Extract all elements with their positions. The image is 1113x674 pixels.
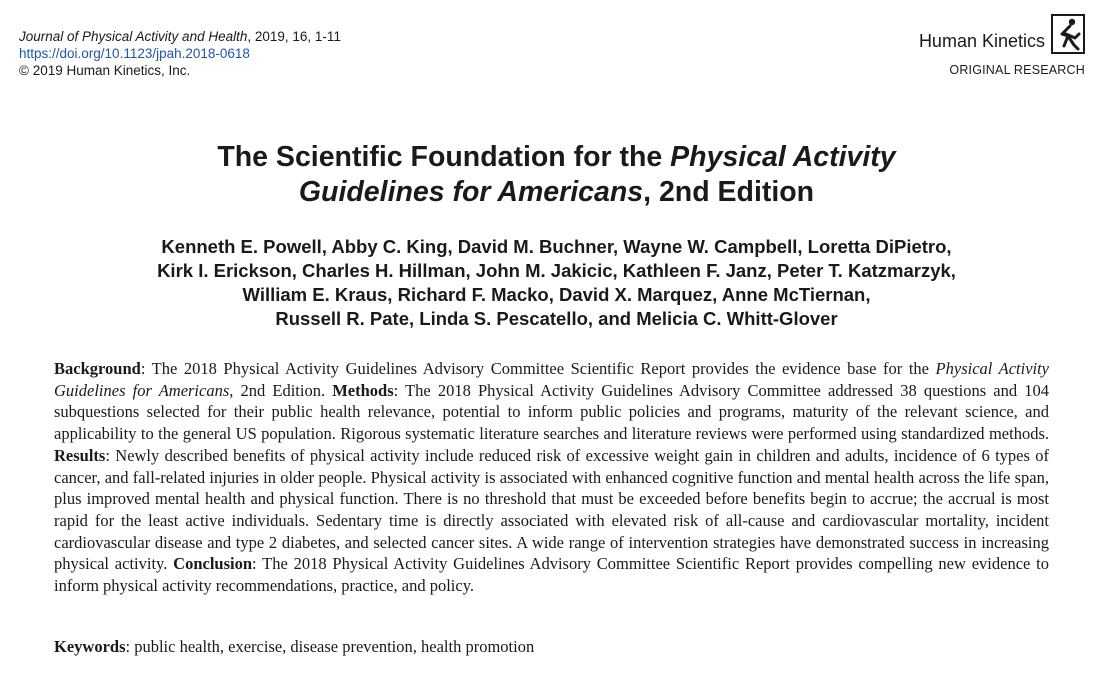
publisher-name: Human Kinetics <box>918 31 1045 51</box>
background-label: Background <box>54 359 141 378</box>
title-line-2-italic: Guidelines for Americans <box>298 176 644 208</box>
author-line: Kirk I. Erickson, Charles H. Hillman, John M. Jakicic, Kathleen F. Janz, Peter T. Katzmarzyk, <box>157 260 956 281</box>
methods-label: Methods <box>332 380 394 400</box>
keywords-text: : public health, exercise, disease prevention, health promotion <box>125 637 535 656</box>
keywords-label: Keywords <box>54 637 126 656</box>
journal-citation <box>19 28 341 45</box>
title-line-2 <box>0 175 1113 210</box>
article-type-label: ORIGINAL RESEARCH <box>949 63 1085 77</box>
copyright-notice: © 2019 Human Kinetics, Inc. <box>19 63 191 78</box>
title-line-1-plain: The Scientific Foundation for the <box>217 141 671 173</box>
author-line: Kenneth E. Powell, Abby C. King, David M. Buchner, Wayne W. Campbell, Loretta DiPietro, <box>161 236 952 257</box>
methods-text: : The 2018 Physical Activity Guidelines Advisory Committee addressed 38 questions and 104 subquestions selected for their public health relevance, potential to inform public policies and programs, maturity of the relevant science, and applicability to the general US population. Rigorous systematic literature searches and literature reviews were performed using standardized methods. <box>54 380 1049 444</box>
results-text: : Newly described benefits of physical activity include reduced risk of excessive weight gain in children and adults, incidence of 6 types of cancer, and fall-related injuries in older people. Physical activity is associated with enhanced cognitive function and mental health across the life span, plus improved mental health and physical function. There is no threshold that must be exceeded before benefits begin to accrue; the accrual is most rapid for the least active individuals. Sedentary time is directly associated with elevated risk of all-cause and cardiovascular mortality, incident cardiovascular disease and type 2 diabetes, and selected cancer sites. A wide range of intervention strategies have demonstrated success in increasing physical activity. <box>54 445 1049 574</box>
background-text: : The 2018 Physical Activity Guidelines Advisory Committee Scientific Report provides the evidence base for the <box>140 359 936 378</box>
title-line-2-plain: , 2nd Edition <box>643 176 815 208</box>
keywords <box>54 636 534 657</box>
citation-details: , 2019, 16, 1-11 <box>247 29 341 44</box>
journal-header <box>19 28 341 79</box>
article-title <box>0 140 1113 210</box>
publisher-block <box>919 14 1085 77</box>
author-line: Russell R. Pate, Linda S. Pescatello, and Melicia C. Whitt-Glover <box>275 308 838 329</box>
journal-name: Journal of Physical Activity and Health <box>19 29 248 44</box>
conclusion-text: : The 2018 Physical Activity Guidelines Advisory Committee Scientific Report provides compelling new evidence to inform physical activity recommendations, practice, and policy. <box>54 554 1049 596</box>
doi-link[interactable]: https://doi.org/10.1123/jpah.2018-0618 <box>19 46 250 61</box>
conclusion-label: Conclusion <box>173 554 253 574</box>
author-line: William E. Kraus, Richard F. Macko, David X. Marquez, Anne McTiernan, <box>242 284 871 305</box>
abstract <box>54 358 1049 597</box>
results-label: Results <box>54 445 106 465</box>
background-italic: Physical Activity Guidelines for Americans <box>54 359 1050 400</box>
author-list <box>0 235 1113 331</box>
title-line-1-italic: Physical Activity <box>670 141 896 173</box>
background-text-end: , 2nd Edition. <box>229 380 333 400</box>
human-kinetics-logo-icon <box>1051 14 1085 54</box>
title-line-1 <box>0 140 1113 175</box>
